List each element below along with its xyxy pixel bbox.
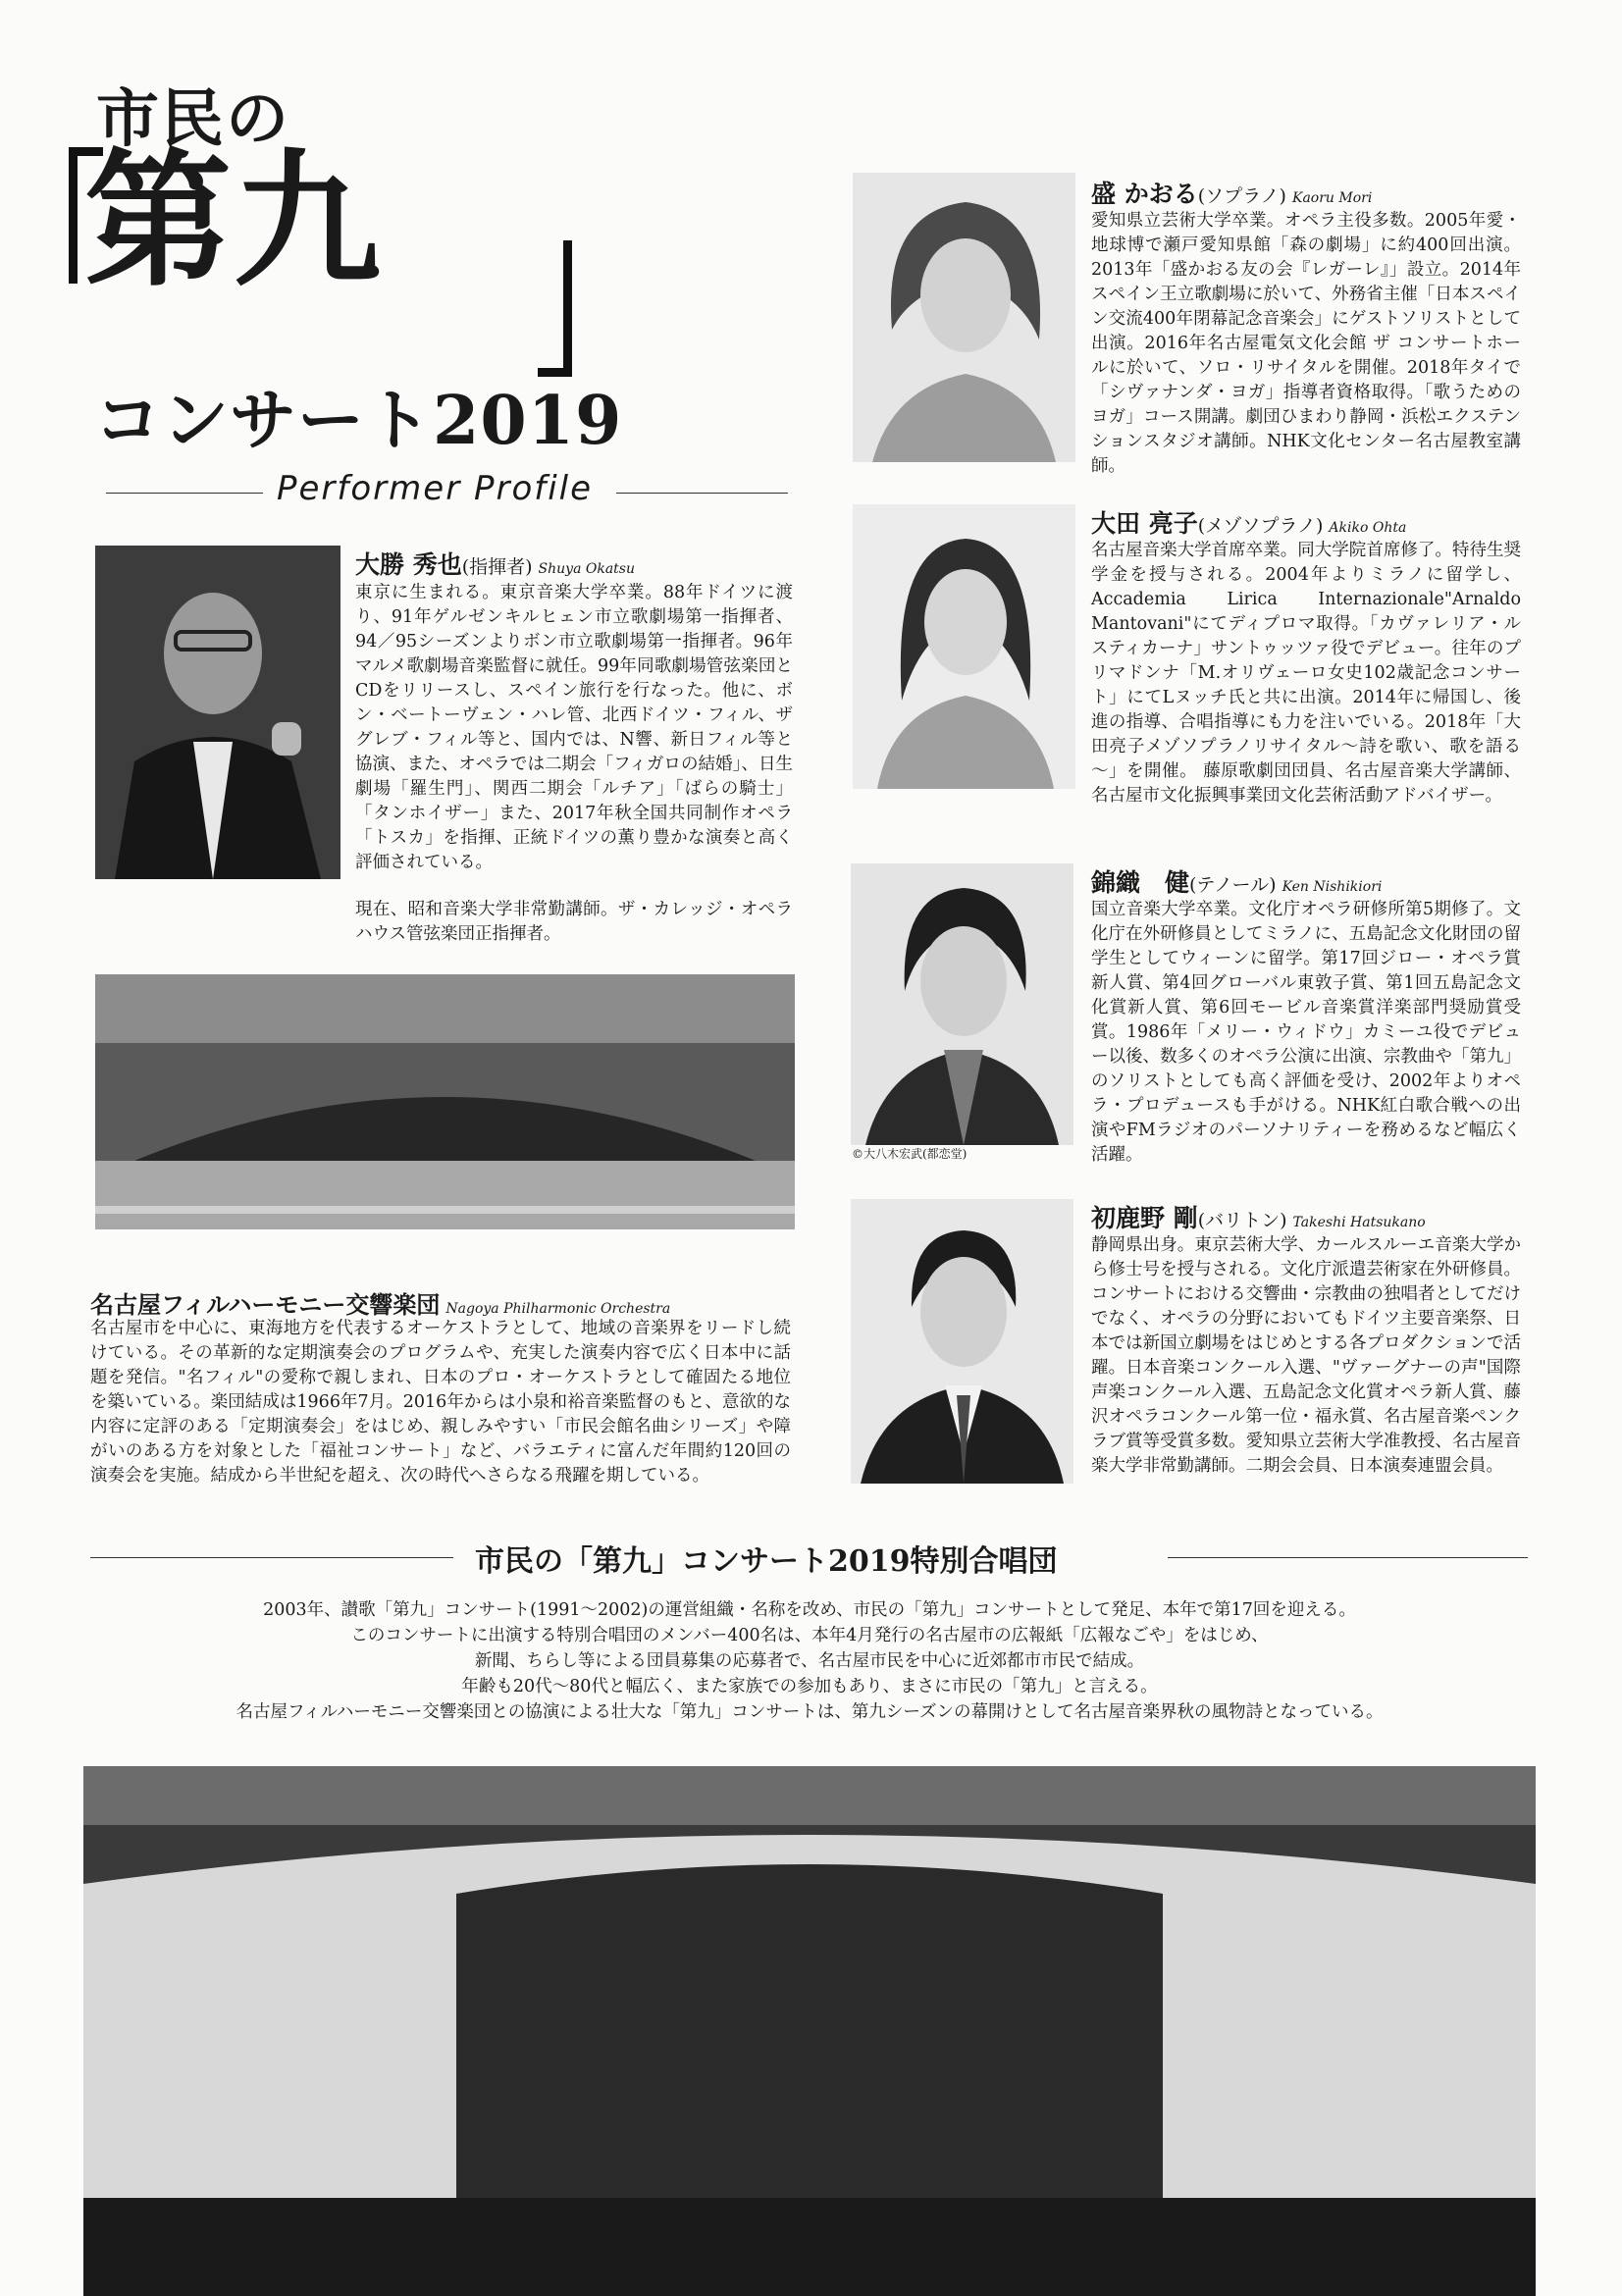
soprano-photo	[853, 173, 1075, 462]
orchestra-name-text: 名古屋フィルハーモニー交響楽団	[90, 1290, 441, 1319]
soprano-roman: Kaoru Mori	[1291, 190, 1373, 206]
orchestra-photo	[95, 974, 795, 1229]
chorus-divider-left	[90, 1557, 453, 1558]
title-line1: 市民の	[96, 82, 290, 156]
orchestra-name	[90, 1285, 670, 1320]
soprano-name-text: 盛 かおる	[1091, 180, 1198, 208]
title-main: 第九	[84, 134, 384, 307]
conductor-role: (指揮者)	[461, 556, 533, 578]
chorus-line: 年齢も20代～80代と幅広く、また家族での参加もあり、まさに市民の「第九」と言える。	[461, 1677, 1158, 1696]
mezzo-name-text: 大田 亮子	[1091, 509, 1198, 538]
baritone-name-text: 初鹿野 剛	[1091, 1204, 1198, 1232]
tenor-photo-credit: ©大八木宏武(都恋堂)	[852, 1147, 968, 1161]
chorus-divider-right	[1168, 1557, 1528, 1558]
soprano-bio: 愛知県立芸術大学卒業。オペラ主役多数。2005年愛・地球博で瀬戸愛知県館「森の劇場」に約400回出演。2013年「盛かおる友の会『レガーレ』」設立。2014年スペイン王立歌劇場に於いて、外務省主催「日本スペイン交流400年閉幕記念音楽会」にゲストソリストとして出演。2016年名古屋電気文化会館 ザ コンサートホールに於いて、ソロ・リサイタルを開催。2018年タイで「シヴァナンダ・ヨガ」指導者資格取得。「歌うためのヨガ」コース開講。劇団ひまわり静岡・浜松エクステンションスタジオ講師。NHK文化センター名古屋教室講師。	[1091, 211, 1521, 476]
tenor-photo	[851, 863, 1073, 1145]
soprano-name	[1091, 175, 1372, 210]
title-line3: コンサート2019	[94, 382, 623, 460]
chorus-photo	[83, 1766, 1536, 2296]
conductor-name	[355, 546, 635, 581]
conductor-bio2: 現在、昭和音楽大学非常勤講師。ザ・カレッジ・オペラハウス管弦楽団正指揮者。	[355, 900, 793, 944]
baritone-role: (バリトン)	[1197, 1210, 1287, 1231]
title-bracket-close	[538, 240, 572, 377]
chorus-line: 名古屋フィルハーモニー交響楽団との協演による壮大な「第九」コンサートは、第九シーズンの幕開けとして名古屋音楽界秋の風物詩となっている。	[235, 1702, 1384, 1722]
chorus-line: 新聞、ちらし等による団員募集の応募者で、名古屋市民を中心に近郊都市市民で結成。	[474, 1651, 1145, 1671]
conductor-name-text: 大勝 秀也	[355, 550, 462, 579]
orchestra-bio: 名古屋市を中心に、東海地方を代表するオーケストラとして、地域の音楽界をリードし続けている。その革新的な定期演奏会のプログラムや、充実した演奏内容で広く日本中に話題を発信。"名フィル"の愛称で親しまれ、日本のプロ・オーケストラとして確固たる地位を築いている。楽団結成は1966年7月。2016年からは小泉和裕音楽監督のもと、意欲的な内容に定評のある「定期演奏会」をはじめ、親しみやすい「市民会館名曲シリーズ」や障がいのある方を対象とした「福祉コンサート」など、バラエティに富んだ年間約120回の演奏会を実施。結成から半世紀を超え、次の時代へさらなる飛躍を期している。	[90, 1319, 791, 1486]
chorus-line: 2003年、讃歌「第九」コンサート(1991～2002)の運営組織・名称を改め、市民の「第九」コンサートとして発足、本年で第17回を迎える。	[263, 1600, 1356, 1620]
baritone-photo	[851, 1199, 1073, 1484]
soprano-role: (ソプラノ)	[1197, 185, 1286, 207]
conductor-bio: 東京に生まれる。東京音楽大学卒業。88年ドイツに渡り、91年ゲルゼンキルヒェン市立歌劇場第一指揮者、94／95シーズンよりボン市立歌劇場第一指揮者。96年マルメ歌劇場音楽監督に就任。99年同歌劇場管弦楽団とCDをリリースし、スペイン旅行を行なった。他に、ボン・ベートーヴェン・ハレ管、北西ドイツ・フィル、ザグレブ・フィル等と、国内では、N響、新日フィル等と協演、また、オペラでは二期会「フィガロの結婚」、日生劇場「羅生門」、関西二期会「ルチア」「ばらの騎士」「タンホイザー」また、2017年秋全国共同制作オペラ「トスカ」を指揮、正統ドイツの薫り豊かな演奏と高く評価されている。	[355, 583, 793, 872]
tenor-roman: Ken Nishikiori	[1282, 879, 1383, 895]
tenor-name	[1091, 863, 1382, 899]
tenor-name-text: 錦織 健	[1091, 868, 1190, 897]
mezzo-bio: 名古屋音楽大学首席卒業。同大学院首席修了。特待生奨学金を授与される。2004年よりミラノに留学し、Accademia Lirica Internazionale"Arnaldo Mantovani"にてディプロマ取得。「カヴァレリア・ルスティカーナ」サントゥッツァ役でデビュー。往年のプリマドンナ「M.オリヴェーロ女史102歳記念コンサート」にてLヌッチ氏と共に出演。2014年に帰国し、後進の指導、合唱指導にも力を注いでいる。2018年「大田亮子メゾソプラノリサイタル～詩を歌い、歌を語る～」を開催。 藤原歌劇団団員、名古屋音楽大学講師、名古屋市文化振興事業団文化芸術活動アドバイザー。	[1091, 541, 1521, 806]
mezzo-role: (メゾソプラノ)	[1197, 515, 1324, 537]
orchestra-roman: Nagoya Philharmonic Orchestra	[445, 1301, 671, 1317]
mezzo-photo	[853, 504, 1075, 789]
chorus-title: 市民の「第九」コンサート2019特別合唱団	[475, 1544, 1058, 1579]
conductor-photo	[95, 546, 340, 879]
conductor-roman: Shuya Okatsu	[538, 561, 636, 577]
mezzo-roman: Akiko Ohta	[1329, 520, 1407, 536]
section-label: Performer Profile	[277, 469, 594, 508]
mezzo-name	[1091, 504, 1406, 540]
baritone-bio: 静岡県出身。東京芸術大学、カールスルーエ音楽大学から修士号を授与される。文化庁派遣芸術家在外研修員。コンサートにおける交響曲・宗教曲の独唱者としてだけでなく、オペラの分野においてもドイツ主要音楽祭、日本では新国立劇場をはじめとする各プロダクションで活躍。日本音楽コンクール入選、"ヴァーグナーの声"国際声楽コンクール入選、五島記念文化賞オペラ新人賞、藤沢オペラコンクール第一位・福永賞、名古屋音楽ペンクラブ賞等受賞多数。愛知県立芸術大学准教授、名古屋音楽大学非常勤講師。二期会会員、日本演奏連盟会員。	[1091, 1235, 1521, 1476]
chorus-text	[196, 1597, 1423, 1725]
tenor-bio: 国立音楽大学卒業。文化庁オペラ研修所第5期修了。文化庁在外研修員としてミラノに、五島記念文化財団の留学生としてウィーンに留学。第17回ジロー・オペラ賞新人賞、第4回グローバル東敦子賞、第1回五島記念文化賞新人賞、第6回モービル音楽賞洋楽部門奨励賞受賞。1986年「メリー・ウィドウ」カミーユ役でデビュー以後、数多くのオペラ公演に出演、宗教曲や「第九」のソリストとしても高く評価を受け、2002年よりオペラ・プロデュースも手がける。NHK紅白歌合戦への出演やFMラジオのパーソナリティーを務めるなど幅広く活躍。	[1091, 900, 1521, 1165]
chorus-line: このコンサートに出演する特別合唱団のメンバー400名は、本年4月発行の名古屋市の広報紙「広報なごや」をはじめ、	[350, 1626, 1269, 1645]
baritone-roman: Takeshi Hatsukano	[1292, 1215, 1426, 1230]
divider-left	[106, 493, 263, 494]
divider-right	[616, 493, 788, 494]
baritone-name	[1091, 1199, 1426, 1234]
tenor-role: (テノール)	[1189, 874, 1277, 896]
